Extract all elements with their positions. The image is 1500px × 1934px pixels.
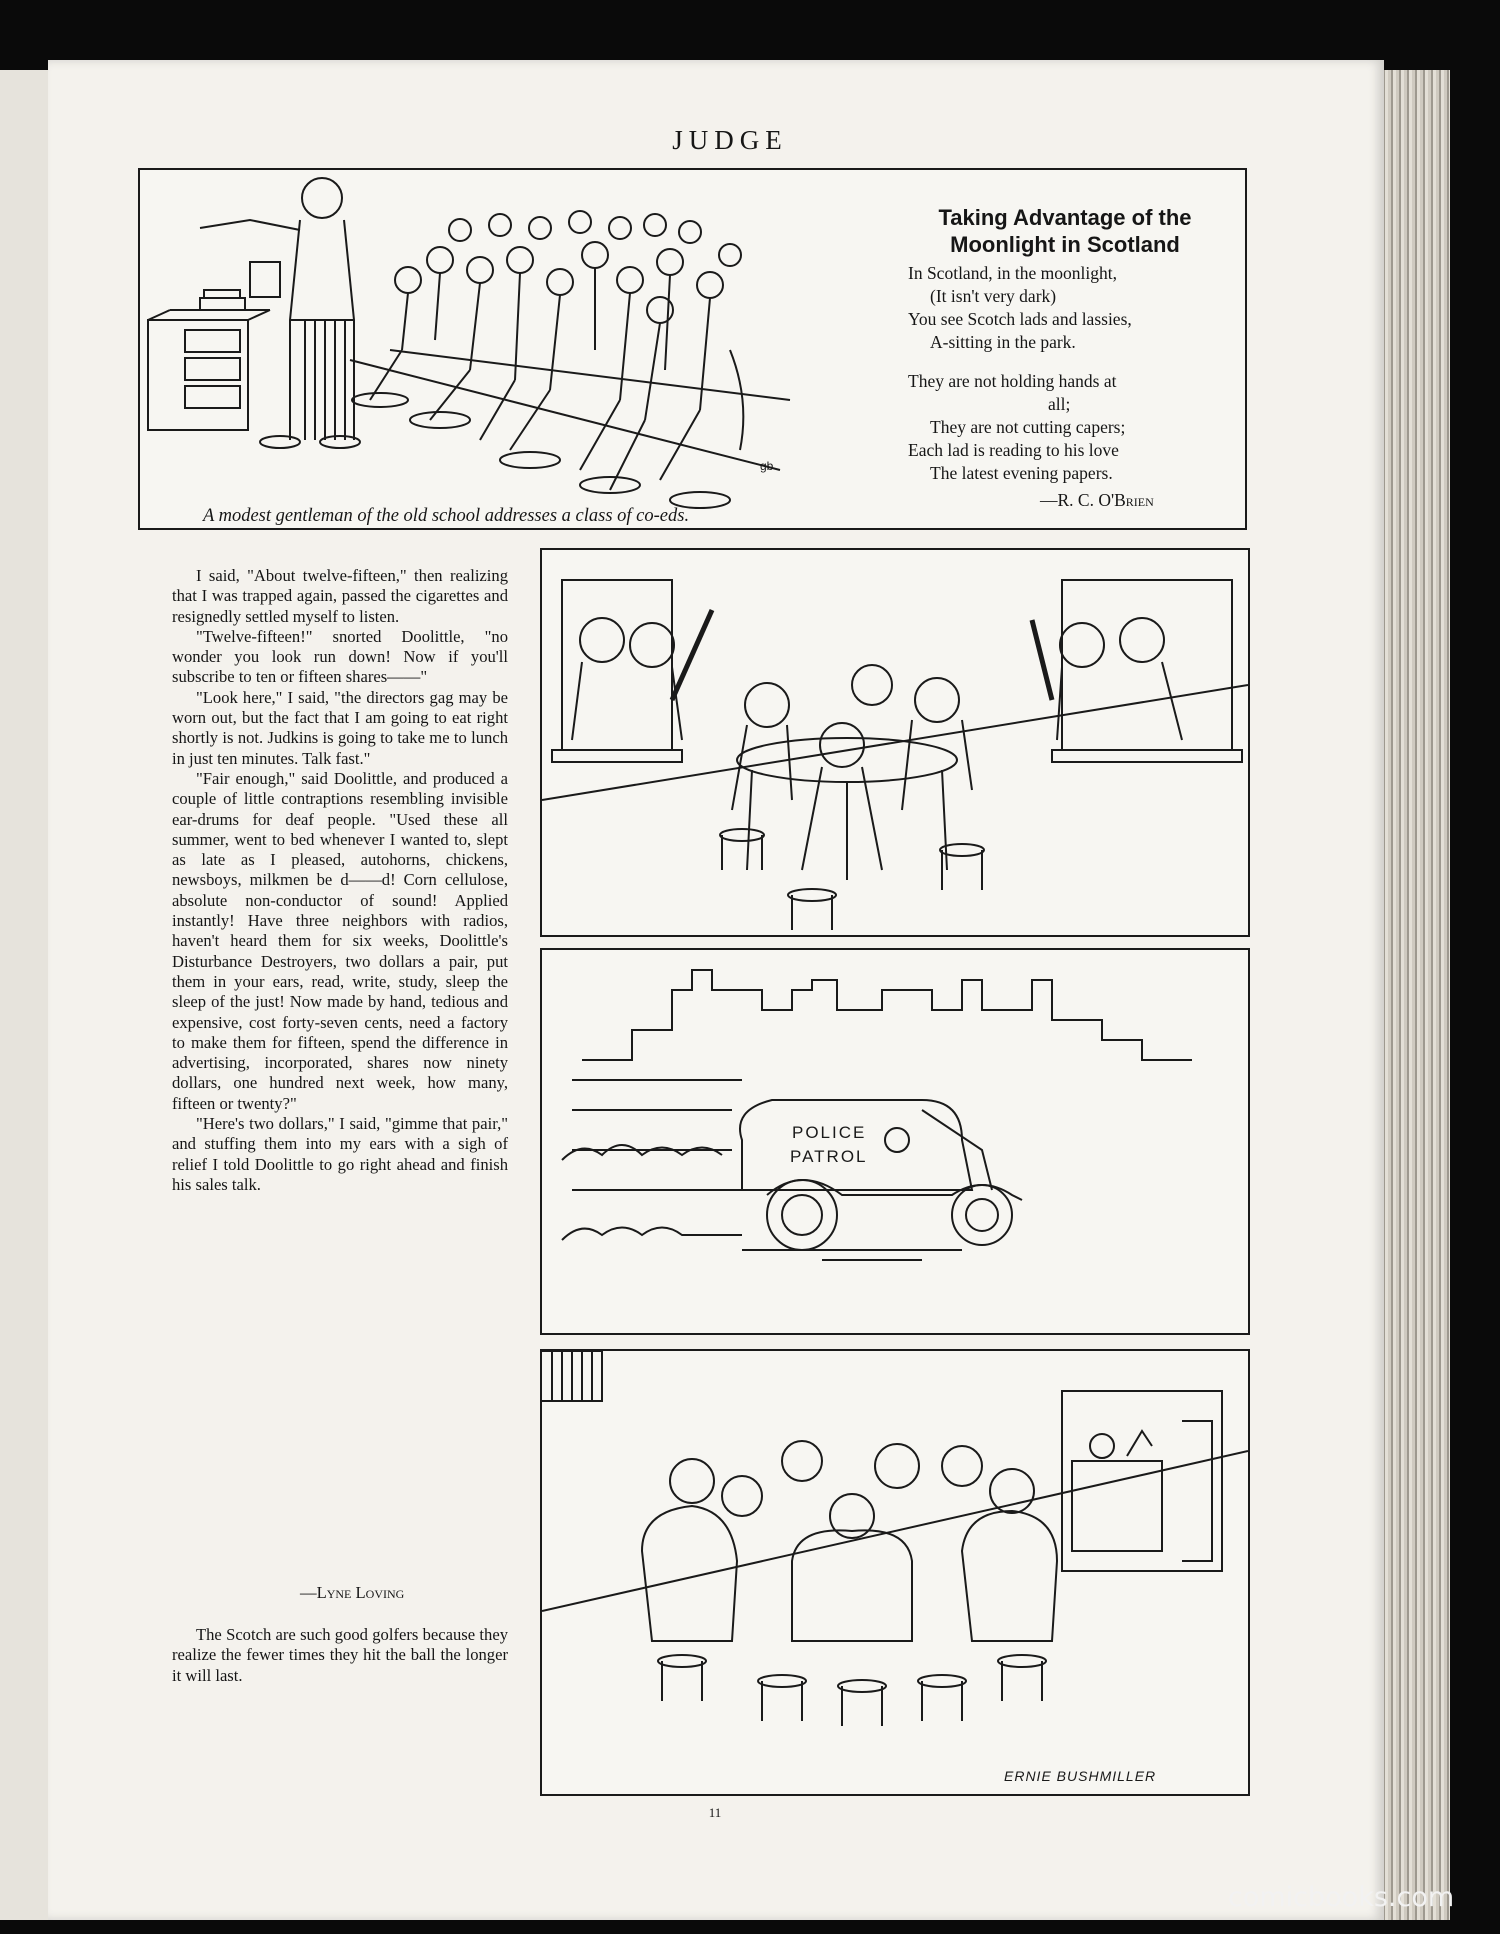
- page-number: 11: [708, 1805, 722, 1820]
- poem-line: A-sitting in the park.: [930, 332, 1076, 352]
- poem-line: all;: [1048, 394, 1071, 414]
- poem-body: [908, 262, 1240, 485]
- left-window: [562, 580, 672, 750]
- svg-text:gb: gb: [760, 459, 774, 473]
- story-paragraph: "Twelve-fifteen!" snorted Doolittle, "no wonder you look run down! Now if you'll subscribe to ten or fifteen shares——": [172, 626, 508, 687]
- book-page-edges: [1380, 70, 1450, 1920]
- poem-title-line-2: Moonlight in Scotland: [950, 232, 1180, 257]
- panel-1-illustration: [542, 550, 1248, 935]
- lecturer-head: [302, 178, 342, 218]
- co-ed-audience: [352, 211, 743, 508]
- site-watermark: comicbooks.com: [1228, 1882, 1455, 1913]
- desk: [148, 320, 248, 430]
- poem-title-line-1: Taking Advantage of the: [938, 205, 1192, 230]
- top-cartoon-caption: A modest gentleman of the old school addresses a class of co-eds.: [203, 506, 690, 526]
- panel-3-illustration: [542, 1351, 1248, 1794]
- poem-line: The latest evening papers.: [930, 463, 1113, 483]
- comic-panel-1: [540, 548, 1250, 937]
- artist-signature: ERNIE BUSHMILLER: [1004, 1768, 1157, 1784]
- poem-line: Each lad is reading to his love: [908, 440, 1119, 460]
- story-paragraph: "Fair enough," said Doolittle, and produced a couple of little contraptions resembling invisible ear-drums for deaf people. "Used these all summer, went to bed whenever I wanted to, slept as late as I pleased, autohorns, chickens, newsboys, milkmen be d——d! Corn cellulose, absolute non-conductor of sound! Applied instantly! Have three neighbors with radios, haven't heard them for six weeks, Doolittle's Disturbance Destroyers, two dollars a pair, put them in your ears, read, write, study, sleep the sleep of the just! Now made by hand, tedious and expensive, cost forty-seven cents, need a factory to make them for fifteen, spend the difference in advertising, incorporated, shares now ninety dollars, one hundred next week, how many, fifteen or twenty?": [172, 768, 508, 1113]
- story-author: —Lyne Loving: [300, 1583, 405, 1602]
- joke-text: The Scotch are such good golfers because they realize the fewer times they hit the ball the longer it will last.: [172, 1625, 508, 1685]
- poem-line: They are not cutting capers;: [930, 417, 1126, 437]
- poem-line: You see Scotch lads and lassies,: [908, 309, 1132, 329]
- poem-author: —R. C. O'Brien: [1040, 490, 1154, 510]
- van-wheel: [952, 1185, 1012, 1245]
- van-sign-line-2: PATROL: [790, 1147, 868, 1166]
- scotch-golf-joke: [172, 1625, 508, 1686]
- story-paragraph: I said, "About twelve-fifteen," then realizing that I was trapped again, passed the cigarettes and resignedly settled myself to listen.: [172, 566, 508, 626]
- comic-panel-3: [540, 1349, 1250, 1796]
- card-table: [737, 738, 957, 782]
- city-skyline: [582, 970, 1192, 1060]
- back-doorway: [1062, 1391, 1222, 1571]
- story-paragraph: "Here's two dollars," I said, "gimme that pair," and stuffing them into my ears with a sigh of relief I told Doolittle to go right ahead and finish his sales talk.: [172, 1114, 508, 1194]
- story-column: [172, 566, 508, 1195]
- poem-line: (It isn't very dark): [930, 286, 1057, 306]
- right-window: [1062, 580, 1232, 750]
- panel-2-illustration: [542, 950, 1248, 1333]
- comic-panel-2: [540, 948, 1250, 1335]
- poem-title: [900, 204, 1230, 258]
- poem-line: They are not holding hands at: [908, 371, 1117, 391]
- poem-line: In Scotland, in the moonlight,: [908, 263, 1118, 283]
- running-head: JUDGE: [672, 125, 788, 155]
- stanza-break: [908, 354, 1240, 370]
- van-sign-line-1: POLICE: [792, 1123, 867, 1142]
- story-paragraph: "Look here," I said, "the directors gag may be worn out, but the fact that I am going to eat right shortly is not. Judkins is going to take me to lunch in just ten minutes. Talk fast.": [172, 687, 508, 768]
- police-van: [740, 1100, 972, 1190]
